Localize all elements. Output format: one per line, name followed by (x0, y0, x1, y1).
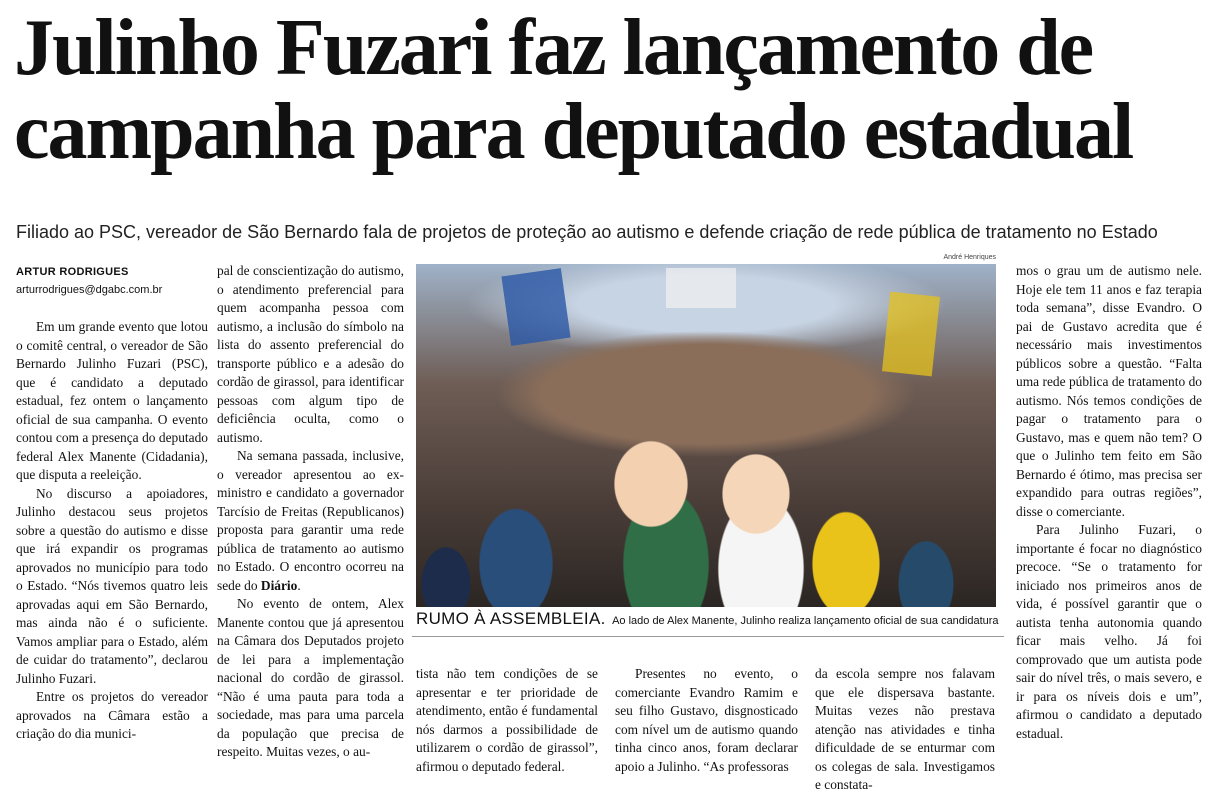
article-column-3 (416, 665, 598, 776)
photo-credit: André Henriques (943, 254, 996, 261)
flag-decoration (501, 268, 570, 346)
article-column-2 (217, 262, 404, 762)
paragraph: tista não tem condições de se apresentar e ter prioridade de atendimento, então é fundamental nós darmos a possibilidade de utilizarem o cordão de girassol”, afirmou o deputado federal. (416, 666, 598, 774)
photo-caption (416, 609, 1006, 629)
article-column-5 (815, 665, 995, 795)
caption-lead: RUMO À ASSEMBLEIA. (416, 609, 606, 628)
paragraph: No evento de ontem, Alex Manente contou que já apresentou na Câmara dos Deputados projeto de lei para a implementação nacional do cordão de girassol. “Não é uma pauta para toda a sociedade, mas para uma parcela da população que precisa de respeito. Muitas vezes, o au- (217, 596, 404, 759)
byline (16, 266, 206, 296)
caption-text: Ao lado de Alex Manente, Julinho realiza lançamento oficial de sua candidatura (612, 615, 999, 627)
paragraph: pal de conscientização do autismo, o atendimento preferencial para quem acompanha pessoa com autismo, a inclusão do símbolo na lista do assento preferencial do transporte público e a adesão do cordão de girassol, para identificar pessoas com algum tipo de deficiência oculta, como o autismo. (217, 263, 404, 445)
subheadline: Filiado ao PSC, vereador de São Bernardo fala de projetos de proteção ao autismo e defende criação de rede pública de tratamento no Estado (16, 222, 1158, 242)
paragraph: Entre os projetos do vereador aprovados na Câmara estão a criação do dia munici- (16, 689, 208, 741)
paragraph: mos o grau um de autismo nele. Hoje ele tem 11 anos e faz terapia toda semana”, disse Evandro. O pai de Gustavo acredita que é necessário mais investimentos públicos sobre a questão. “Falta uma rede pública de tratamento do autismo. Nós temos condições de pagar o tratamento para o Gustavo, mas e quem não tem? O que o Julinho tem feito em São Bernardo é ótimo, mas precisa ser expandido para outras regiões”, disse o comerciante. (1016, 263, 1202, 519)
paragraph: No discurso a apoiadores, Julinho destacou seus projetos sobre a questão do autismo e disse que irá expandir os programas aprovados no município para todo o Estado. “Nós tivemos quatro leis aprovadas aqui em São Bernardo, mas ainda não é o suficiente. Vamos ampliar para o Estado, além de cuidar do tratamento”, declarou Julinho Fuzari. (16, 485, 208, 686)
author-email[interactable]: arturrodrigues@dgabc.com.br (16, 284, 163, 296)
newspaper-name: Diário (260, 577, 298, 593)
article-column-6 (1016, 262, 1202, 743)
paragraph: Presentes no evento, o comerciante Evandro Ramim e seu filho Gustavo, disgnosticado com nível um de autismo quando tinha cinco anos, foram declarar apoio a Julinho. “As professoras (615, 666, 798, 774)
paragraph: da escola sempre nos falavam que ele dispersava bastante. Muitas vezes não prestava atenção nas atividades e tinha dificuldade de se enturmar com os colegas de sala. Investigamos e constata- (815, 666, 995, 792)
flag-decoration (882, 292, 940, 377)
flag-decoration (666, 268, 736, 308)
campaign-event-photo (416, 264, 996, 607)
paragraph-end: . (297, 577, 301, 593)
paragraph: Para Julinho Fuzari, o importante é focar no diagnóstico precoce. “Se o tratamento for iniciado nos primeiros anos de vida, é possível garantir que o autista tenha autonomia quando ficar mais velho. Já foi comprovado que um autista pode sair do nível três, o mais severo, e ir para os níveis dois e um”, afirmou o candidato a deputado estadual. (1016, 522, 1202, 741)
paragraph (217, 447, 404, 595)
caption-divider (412, 636, 1004, 637)
headline: Julinho Fuzari faz lançamento de campanha para deputado estadual (14, 4, 1133, 176)
author-name: ARTUR RODRIGUES (16, 266, 129, 278)
article-column-4 (615, 665, 798, 776)
paragraph-text: Na semana passada, inclusive, o vereador apresentou ao ex-ministro e candidato a governador Tarcísio de Freitas (Republicanos) proposta para garantir uma rede pública de tratamento ao autismo no Estado. O encontro ocorreu na sede do (217, 448, 404, 593)
paragraph: Em um grande evento que lotou o comitê central, o vereador de São Bernardo Julinho Fuzari (PSC), que é candidato a deputado estadual, fez ontem o lançamento oficial de sua campanha. O evento contou com a presença do deputado federal Alex Manente (Cidadania), que disputa a reeleição. (16, 319, 208, 482)
article-column-1 (16, 318, 208, 744)
